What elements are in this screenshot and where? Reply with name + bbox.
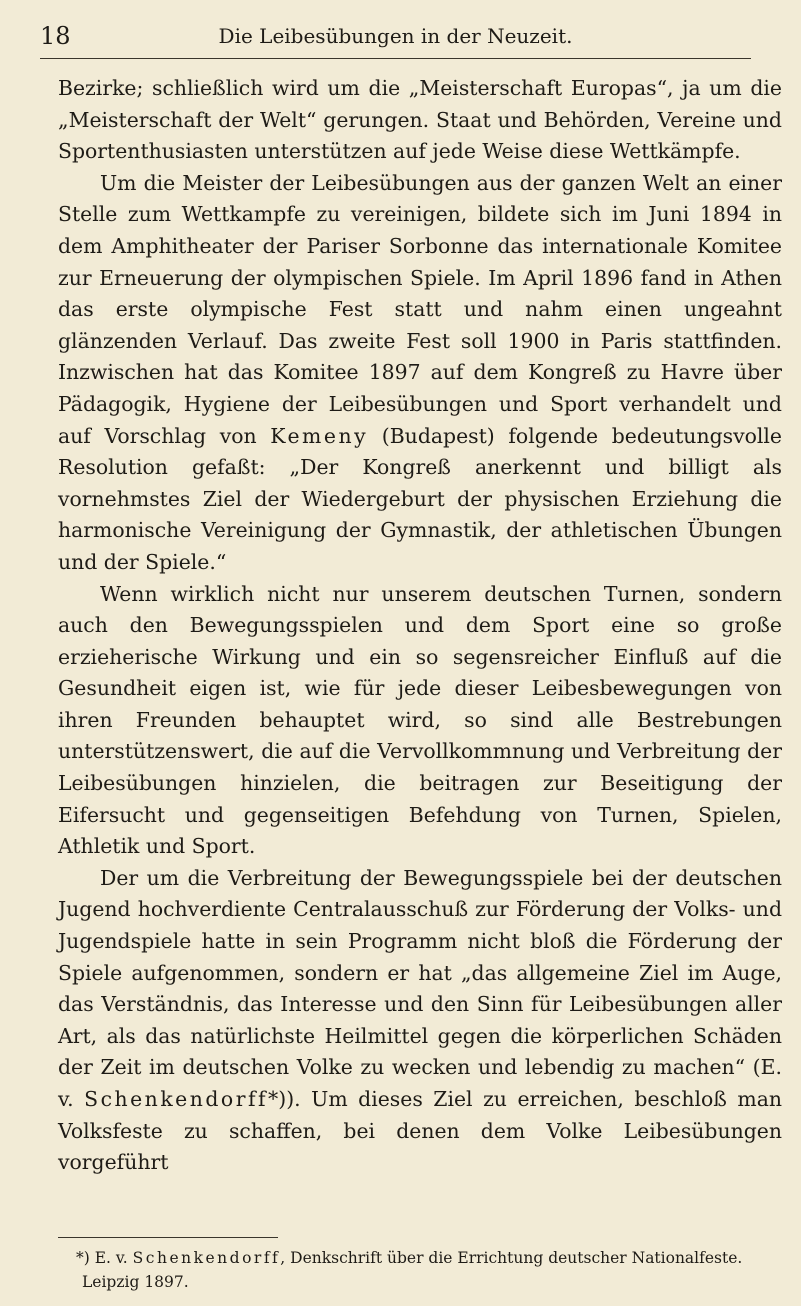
footnote-marker: *) E. v. bbox=[76, 1249, 133, 1267]
running-head: Die Leibesübungen in der Neuzeit. bbox=[218, 24, 573, 48]
person-name: Schenkendorff bbox=[84, 1087, 269, 1111]
text-run: (Budapest) folgende bedeutungsvolle Resolution gefaßt: „Der Kongreß anerkennt und billigt als vornehmstes Ziel der Wiedergeburt der physischen Erziehung die harmonische Vereinigung der Gymnastik, der athletischen Übungen und der Spiele.“ bbox=[58, 423, 782, 574]
footnote-text bbox=[58, 1246, 782, 1294]
footnote-author: Schenkendorff bbox=[132, 1249, 281, 1267]
page-header bbox=[40, 18, 751, 59]
paragraph bbox=[58, 168, 782, 579]
footnote bbox=[58, 1246, 782, 1294]
footnote-divider bbox=[58, 1237, 278, 1238]
person-name: Kemeny bbox=[270, 423, 369, 448]
paragraph: Bezirke; schließlich wird um die „Meisterschaft Europas“, ja um die „Meisterschaft der Welt“ gerungen. Staat und Behörden, Vereine und Sportenthusiasten unterstützen auf jede Weise diese Wettkämpfe. bbox=[58, 76, 782, 164]
paragraph: Wenn wirklich nicht nur unserem deutschen Turnen, sondern auch den Bewegungsspielen und dem Sport eine so große erzieherische Wirkung und ein so segensreicher Einfluß auf die Gesundheit eigen ist, wie für jede dieser Leibesbewegungen von ihren Freunden behauptet wird, so sind alle Bestrebungen unterstützenswert, die auf die Vervollkommnung und Verbreitung der Leibesübungen hinzielen, die beitragen zur Beseitigung der Eifersucht und gegenseitigen Befehdung von Turnen, Spielen, Athletik und Sport. bbox=[58, 581, 782, 859]
footnote-body: , Denkschrift über die Errichtung deutscher Nationalfeste. Leipzig 1897. bbox=[82, 1249, 743, 1291]
text-run: Um die Meister der Leibesübungen aus der ganzen Welt an einer Stelle zum Wettkampfe zu vereinigen, bildete sich im Juni 1894 in dem Amphitheater der Pariser Sorbonne das internationale Komitee zur Erneuerung der olympischen Spiele. Im April 1896 fand in Athen das erste olympische Fest statt und nahm einen ungeahnt glänzenden Verlauf. Das zweite Fest soll 1900 in Paris stattfinden. Inzwischen hat das Komitee 1897 auf dem Kongreß zu Havre über Pädagogik, Hygiene der Leibesübungen und Sport verhandelt und auf Vorschlag von bbox=[58, 170, 782, 448]
page-number: 18 bbox=[40, 22, 71, 50]
paragraph bbox=[58, 863, 782, 1179]
text-run: Der um die Verbreitung der Bewegungsspiele bei der deutschen Jugend hochverdiente Centralausschuß zur Förderung der Volks- und Jugendspiele hatte in sein Programm nicht bloß die Förderung der Spiele aufgenommen, sondern er hat „das allgemeine Ziel im Auge, das Verständnis, das Interesse und den Sinn für Leibesübungen aller Art, als das natürlichste Heilmittel gegen die körperlichen Schäden der Zeit im deutschen Volke zu wecken und lebendig zu machen“ (E. v. bbox=[58, 865, 782, 1111]
body-text bbox=[58, 73, 782, 1179]
text-run: *)). Um dieses Ziel zu erreichen, beschloß man Volksfeste zu schaffen, bei denen dem Volke Leibesübungen vorgeführt bbox=[58, 1087, 783, 1175]
